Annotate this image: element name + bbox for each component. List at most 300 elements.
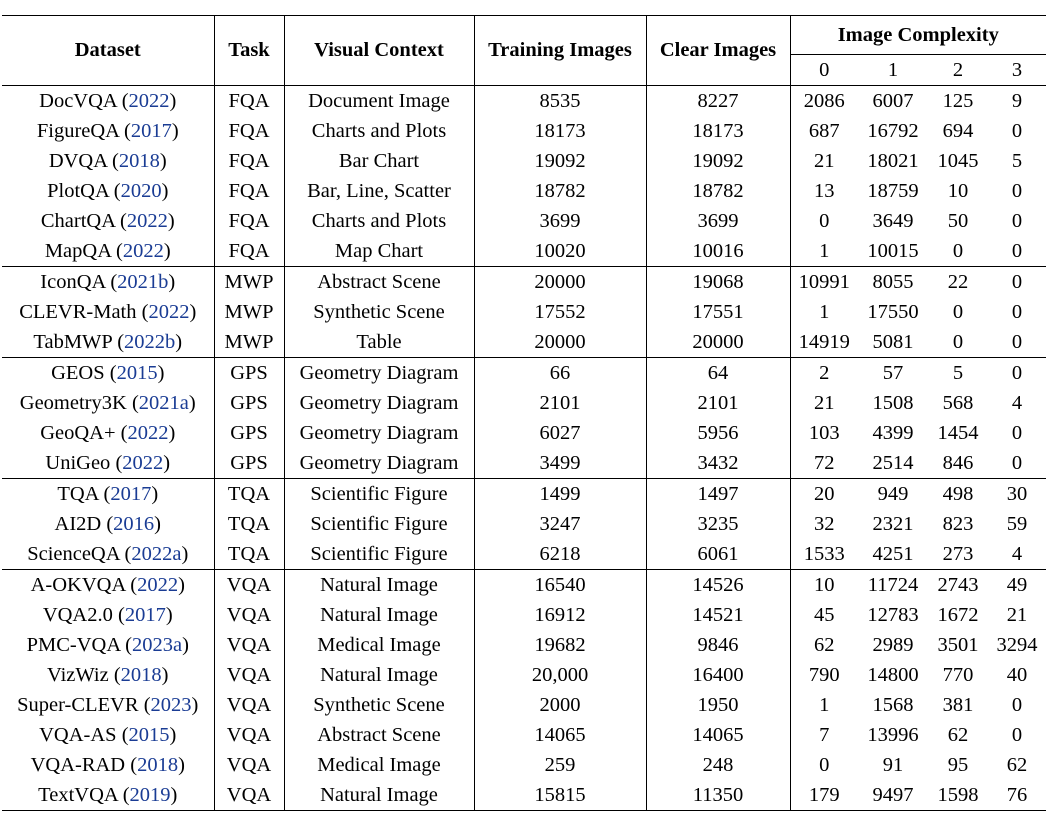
cell-dataset: PlotQA (2020) bbox=[2, 176, 214, 206]
header-complexity-2: 2 bbox=[952, 58, 964, 81]
table-body bbox=[2, 86, 1046, 811]
cell-dataset: A-OKVQA (2022) bbox=[2, 570, 214, 601]
dataset-name: UniGeo bbox=[45, 451, 111, 474]
cell-complexity-3: 4 bbox=[1011, 391, 1023, 414]
table-row bbox=[2, 479, 1046, 510]
citation-link[interactable]: 2022 bbox=[137, 573, 179, 596]
table-row bbox=[2, 297, 1046, 327]
dataset-name: A-OKVQA bbox=[30, 573, 126, 596]
cell-training-images: 19682 bbox=[474, 630, 646, 660]
cell-complexity-3: 0 bbox=[1011, 239, 1023, 262]
cell-complexity-2: 846 bbox=[942, 451, 974, 474]
cell-clear-images: 6061 bbox=[646, 539, 790, 570]
table-row bbox=[2, 358, 1046, 389]
cell-complexity-1: 6007 bbox=[858, 86, 928, 117]
cell-task: FQA bbox=[214, 176, 284, 206]
cell-complexity-1: 12783 bbox=[867, 603, 919, 626]
cell-dataset: DVQA (2018) bbox=[2, 146, 214, 176]
cell-complexity-3: 3294 bbox=[996, 633, 1038, 656]
cell-complexity-2: 568 bbox=[942, 391, 974, 414]
cell-visual-context: Bar, Line, Scatter bbox=[284, 176, 474, 206]
cell-clear-images: 20000 bbox=[646, 327, 790, 358]
cell-clear-images: 16400 bbox=[646, 660, 790, 690]
citation-link[interactable]: 2018 bbox=[137, 753, 179, 776]
citation-link[interactable]: 2015 bbox=[116, 361, 158, 384]
dataset-name: ScienceQA bbox=[27, 542, 120, 565]
cell-clear-images: 10016 bbox=[646, 236, 790, 267]
cell-complexity-1: 1508 bbox=[872, 391, 914, 414]
cell-clear-images: 248 bbox=[646, 750, 790, 780]
citation-link[interactable]: 2017 bbox=[130, 119, 172, 142]
dataset-name: VQA2.0 bbox=[42, 603, 113, 626]
cell-complexity-1: 16792 bbox=[867, 119, 919, 142]
cell-dataset: FigureQA (2017) bbox=[2, 116, 214, 146]
cell-visual-context: Charts and Plots bbox=[284, 206, 474, 236]
citation-link[interactable]: 2018 bbox=[120, 663, 162, 686]
cell-complexity-0: 32 bbox=[814, 512, 835, 535]
cell-complexity-2: 5 bbox=[928, 358, 988, 389]
citation-link[interactable]: 2022 bbox=[126, 209, 168, 232]
cell-clear-images: 14526 bbox=[646, 570, 790, 601]
citation-link[interactable]: 2022a bbox=[131, 542, 182, 565]
cell-task: MWP bbox=[214, 267, 284, 298]
cell-training-images: 6218 bbox=[474, 539, 646, 570]
cell-complexity-1: 9497 bbox=[858, 780, 928, 811]
cell-dataset: CLEVR-Math (2022) bbox=[2, 297, 214, 327]
cell-complexity-2: 50 bbox=[947, 209, 969, 232]
cell-visual-context: Geometry Diagram bbox=[284, 448, 474, 479]
cell-complexity-3: 0 bbox=[1011, 330, 1023, 353]
cell-complexity-1: 14800 bbox=[867, 663, 919, 686]
citation-link[interactable]: 2022 bbox=[122, 451, 164, 474]
cell-clear-images: 1950 bbox=[646, 690, 790, 720]
cell-task: TQA bbox=[214, 509, 284, 539]
cell-complexity-2: 1598 bbox=[928, 780, 988, 811]
cell-complexity-1: 11724 bbox=[858, 570, 928, 601]
cell-visual-context: Natural Image bbox=[284, 570, 474, 601]
cell-complexity-2: 498 bbox=[928, 479, 988, 510]
cell-complexity-1: 2321 bbox=[872, 512, 914, 535]
cell-complexity-0: 72 bbox=[814, 451, 835, 474]
cell-complexity-3: 0 bbox=[988, 358, 1046, 389]
cell-complexity-2: 95 bbox=[947, 753, 969, 776]
cell-clear-images: 2101 bbox=[646, 388, 790, 418]
cell-complexity-3: 62 bbox=[1006, 753, 1028, 776]
cell-complexity-2: 3501 bbox=[937, 633, 979, 656]
header-visual-context: Visual Context bbox=[284, 16, 474, 86]
dataset-statistics-table-container bbox=[2, 15, 1046, 811]
dataset-name: VQA-AS bbox=[39, 723, 117, 746]
cell-clear-images: 64 bbox=[646, 358, 790, 389]
cell-task: GPS bbox=[214, 448, 284, 479]
table-row bbox=[2, 176, 1046, 206]
cell-clear-images: 19092 bbox=[646, 146, 790, 176]
citation-link[interactable]: 2017 bbox=[110, 482, 152, 505]
cell-dataset: TextVQA (2019) bbox=[2, 780, 214, 811]
cell-clear-images: 1497 bbox=[646, 479, 790, 510]
dataset-name: VQA-RAD bbox=[30, 753, 126, 776]
cell-complexity-1: 3649 bbox=[872, 209, 914, 232]
header-complexity-3: 3 bbox=[1011, 58, 1023, 81]
dataset-name: Geometry3K bbox=[19, 391, 127, 414]
header-task: Task bbox=[214, 16, 284, 86]
cell-complexity-0: 179 bbox=[790, 780, 858, 811]
cell-training-images: 18173 bbox=[474, 116, 646, 146]
cell-dataset: GeoQA+ (2022) bbox=[2, 418, 214, 448]
cell-complexity-0: 20 bbox=[790, 479, 858, 510]
cell-task: FQA bbox=[214, 146, 284, 176]
cell-complexity-0: 2 bbox=[790, 358, 858, 389]
cell-complexity-1: 10015 bbox=[867, 239, 919, 262]
header-dataset: Dataset bbox=[2, 16, 214, 86]
table-row bbox=[2, 418, 1046, 448]
cell-dataset: VQA-RAD (2018) bbox=[2, 750, 214, 780]
table-row bbox=[2, 690, 1046, 720]
cell-visual-context: Medical Image bbox=[284, 750, 474, 780]
cell-visual-context: Charts and Plots bbox=[284, 116, 474, 146]
cell-visual-context: Document Image bbox=[284, 86, 474, 117]
cell-complexity-1: 5081 bbox=[872, 330, 914, 353]
cell-complexity-3: 5 bbox=[1011, 149, 1023, 172]
cell-dataset: Geometry3K (2021a) bbox=[2, 388, 214, 418]
cell-complexity-0: 103 bbox=[808, 421, 840, 444]
citation-link[interactable]: 2021a bbox=[138, 391, 189, 414]
cell-clear-images: 11350 bbox=[646, 780, 790, 811]
cell-complexity-2: 10 bbox=[947, 179, 969, 202]
cell-complexity-3: 0 bbox=[1011, 693, 1023, 716]
cell-complexity-3: 76 bbox=[988, 780, 1046, 811]
dataset-name: TQA bbox=[57, 482, 99, 505]
cell-clear-images: 9846 bbox=[646, 630, 790, 660]
cell-complexity-2: 22 bbox=[928, 267, 988, 298]
dataset-name: CLEVR-Math bbox=[19, 300, 137, 323]
cell-task: FQA bbox=[214, 86, 284, 117]
cell-task: GPS bbox=[214, 418, 284, 448]
table-row bbox=[2, 570, 1046, 601]
citation-link[interactable]: 2020 bbox=[120, 179, 162, 202]
cell-clear-images: 8227 bbox=[646, 86, 790, 117]
cell-task: VQA bbox=[214, 600, 284, 630]
cell-dataset: AI2D (2016) bbox=[2, 509, 214, 539]
header-image-complexity: Image Complexity bbox=[790, 16, 1046, 55]
cell-complexity-1: 2989 bbox=[872, 633, 914, 656]
cell-complexity-3: 4 bbox=[1011, 542, 1023, 565]
cell-training-images: 10020 bbox=[474, 236, 646, 267]
cell-training-images: 14065 bbox=[474, 720, 646, 750]
cell-complexity-2: 381 bbox=[942, 693, 974, 716]
cell-dataset: PMC-VQA (2023a) bbox=[2, 630, 214, 660]
cell-complexity-0: 1 bbox=[819, 693, 830, 716]
dataset-name: FigureQA bbox=[36, 119, 119, 142]
cell-complexity-3: 30 bbox=[988, 479, 1046, 510]
cell-training-images: 15815 bbox=[474, 780, 646, 811]
cell-complexity-3: 40 bbox=[1006, 663, 1028, 686]
cell-task: VQA bbox=[214, 750, 284, 780]
cell-complexity-3: 0 bbox=[1011, 300, 1023, 323]
cell-visual-context: Scientific Figure bbox=[284, 539, 474, 570]
dataset-name: DVQA bbox=[48, 149, 107, 172]
cell-task: VQA bbox=[214, 660, 284, 690]
cell-task: FQA bbox=[214, 116, 284, 146]
cell-training-images: 2101 bbox=[474, 388, 646, 418]
table-row bbox=[2, 206, 1046, 236]
cell-task: VQA bbox=[214, 720, 284, 750]
cell-dataset: TQA (2017) bbox=[2, 479, 214, 510]
cell-training-images: 3699 bbox=[474, 206, 646, 236]
cell-complexity-0: 0 bbox=[819, 209, 830, 232]
cell-complexity-0: 45 bbox=[814, 603, 835, 626]
header-training-images: Training Images bbox=[474, 16, 646, 86]
cell-visual-context: Synthetic Scene bbox=[284, 297, 474, 327]
cell-complexity-0: 10991 bbox=[790, 267, 858, 298]
citation-link[interactable]: 2022b bbox=[124, 330, 176, 353]
cell-complexity-0: 7 bbox=[819, 723, 830, 746]
citation-link[interactable]: 2021b bbox=[117, 270, 169, 293]
cell-complexity-0: 21 bbox=[814, 149, 835, 172]
cell-complexity-2: 1045 bbox=[937, 149, 979, 172]
dataset-statistics-table bbox=[2, 15, 1046, 811]
cell-training-images: 20000 bbox=[474, 267, 646, 298]
cell-complexity-2: 694 bbox=[942, 119, 974, 142]
table-row bbox=[2, 267, 1046, 298]
citation-link[interactable]: 2017 bbox=[124, 603, 166, 626]
cell-complexity-0: 14919 bbox=[798, 330, 850, 353]
citation-link[interactable]: 2018 bbox=[118, 149, 160, 172]
dataset-name: DocVQA bbox=[39, 89, 117, 112]
cell-complexity-3: 0 bbox=[1011, 179, 1023, 202]
cell-dataset: GEOS (2015) bbox=[2, 358, 214, 389]
cell-clear-images: 17551 bbox=[646, 297, 790, 327]
cell-visual-context: Natural Image bbox=[284, 600, 474, 630]
cell-clear-images: 14521 bbox=[646, 600, 790, 630]
cell-training-images: 259 bbox=[474, 750, 646, 780]
cell-clear-images: 19068 bbox=[646, 267, 790, 298]
cell-visual-context: Geometry Diagram bbox=[284, 388, 474, 418]
cell-training-images: 2000 bbox=[474, 690, 646, 720]
cell-dataset: VQA2.0 (2017) bbox=[2, 600, 214, 630]
cell-complexity-3: 0 bbox=[1011, 209, 1023, 232]
dataset-name: PMC-VQA bbox=[26, 633, 121, 656]
cell-training-images: 20000 bbox=[474, 327, 646, 358]
cell-complexity-3: 59 bbox=[1006, 512, 1028, 535]
header-complexity-1: 1 bbox=[887, 58, 899, 81]
cell-visual-context: Medical Image bbox=[284, 630, 474, 660]
cell-training-images: 1499 bbox=[474, 479, 646, 510]
cell-training-images: 3499 bbox=[474, 448, 646, 479]
cell-complexity-1: 2514 bbox=[872, 451, 914, 474]
table-row bbox=[2, 86, 1046, 117]
table-row bbox=[2, 327, 1046, 358]
cell-training-images: 8535 bbox=[474, 86, 646, 117]
dataset-name: ChartQA bbox=[40, 209, 115, 232]
table-row bbox=[2, 509, 1046, 539]
cell-dataset: VizWiz (2018) bbox=[2, 660, 214, 690]
cell-dataset: IconQA (2021b) bbox=[2, 267, 214, 298]
cell-task: VQA bbox=[214, 690, 284, 720]
table-row bbox=[2, 660, 1046, 690]
citation-link[interactable]: 2023a bbox=[131, 633, 183, 656]
cell-visual-context: Bar Chart bbox=[284, 146, 474, 176]
cell-training-images: 20,000 bbox=[474, 660, 646, 690]
header-clear-images: Clear Images bbox=[646, 16, 790, 86]
cell-complexity-0: 1533 bbox=[803, 542, 845, 565]
cell-complexity-2: 1672 bbox=[937, 603, 979, 626]
cell-complexity-1: 1568 bbox=[872, 693, 914, 716]
cell-complexity-2: 273 bbox=[942, 542, 974, 565]
dataset-name: TextVQA bbox=[38, 783, 118, 806]
cell-complexity-0: 1 bbox=[819, 239, 830, 262]
cell-task: VQA bbox=[214, 780, 284, 811]
cell-complexity-3: 0 bbox=[1011, 451, 1023, 474]
cell-dataset: DocVQA (2022) bbox=[2, 86, 214, 117]
cell-training-images: 18782 bbox=[474, 176, 646, 206]
cell-complexity-1: 91 bbox=[882, 753, 904, 776]
cell-task: MWP bbox=[214, 297, 284, 327]
citation-link[interactable]: 2022 bbox=[128, 89, 170, 112]
cell-complexity-0: 62 bbox=[814, 633, 835, 656]
cell-complexity-0: 1 bbox=[819, 300, 830, 323]
cell-training-images: 16912 bbox=[474, 600, 646, 630]
cell-complexity-3: 9 bbox=[988, 86, 1046, 117]
cell-complexity-1: 13996 bbox=[867, 723, 919, 746]
cell-complexity-3: 21 bbox=[1006, 603, 1028, 626]
dataset-name: IconQA bbox=[40, 270, 106, 293]
dataset-name: Super-CLEVR bbox=[17, 693, 139, 716]
cell-dataset: Super-CLEVR (2023) bbox=[2, 690, 214, 720]
table-row bbox=[2, 236, 1046, 267]
cell-complexity-3: 0 bbox=[1011, 723, 1023, 746]
cell-complexity-2: 1454 bbox=[937, 421, 979, 444]
cell-visual-context: Scientific Figure bbox=[284, 479, 474, 510]
cell-complexity-1: 18759 bbox=[867, 179, 919, 202]
cell-dataset: ScienceQA (2022a) bbox=[2, 539, 214, 570]
cell-visual-context: Scientific Figure bbox=[284, 509, 474, 539]
cell-dataset: UniGeo (2022) bbox=[2, 448, 214, 479]
cell-dataset: VQA-AS (2015) bbox=[2, 720, 214, 750]
cell-complexity-3: 0 bbox=[1011, 421, 1023, 444]
citation-link[interactable]: 2022 bbox=[122, 239, 164, 262]
cell-clear-images: 3235 bbox=[646, 509, 790, 539]
table-row bbox=[2, 720, 1046, 750]
cell-complexity-2: 2743 bbox=[928, 570, 988, 601]
citation-link[interactable]: 2019 bbox=[129, 783, 171, 806]
cell-complexity-1: 57 bbox=[858, 358, 928, 389]
table-row bbox=[2, 630, 1046, 660]
cell-training-images: 17552 bbox=[474, 297, 646, 327]
cell-task: TQA bbox=[214, 479, 284, 510]
cell-complexity-0: 2086 bbox=[790, 86, 858, 117]
cell-clear-images: 3699 bbox=[646, 206, 790, 236]
cell-task: FQA bbox=[214, 236, 284, 267]
cell-complexity-2: 823 bbox=[942, 512, 974, 535]
cell-complexity-3: 0 bbox=[1011, 119, 1023, 142]
table-row bbox=[2, 448, 1046, 479]
cell-complexity-0: 0 bbox=[819, 753, 830, 776]
cell-task: GPS bbox=[214, 358, 284, 389]
cell-visual-context: Geometry Diagram bbox=[284, 358, 474, 389]
cell-complexity-0: 687 bbox=[808, 119, 840, 142]
table-header bbox=[2, 16, 1046, 86]
cell-complexity-0: 13 bbox=[814, 179, 835, 202]
citation-link[interactable]: 2022 bbox=[127, 421, 169, 444]
cell-complexity-1: 8055 bbox=[858, 267, 928, 298]
cell-training-images: 3247 bbox=[474, 509, 646, 539]
cell-complexity-1: 949 bbox=[858, 479, 928, 510]
dataset-name: AI2D bbox=[54, 512, 102, 535]
cell-task: TQA bbox=[214, 539, 284, 570]
table-row bbox=[2, 388, 1046, 418]
dataset-name: GEOS bbox=[51, 361, 105, 384]
cell-clear-images: 18173 bbox=[646, 116, 790, 146]
table-row bbox=[2, 146, 1046, 176]
cell-complexity-2: 0 bbox=[952, 239, 964, 262]
cell-training-images: 6027 bbox=[474, 418, 646, 448]
cell-training-images: 19092 bbox=[474, 146, 646, 176]
cell-visual-context: Natural Image bbox=[284, 660, 474, 690]
cell-clear-images: 3432 bbox=[646, 448, 790, 479]
citation-link[interactable]: 2023 bbox=[150, 693, 192, 716]
cell-visual-context: Map Chart bbox=[284, 236, 474, 267]
cell-task: GPS bbox=[214, 388, 284, 418]
cell-clear-images: 5956 bbox=[646, 418, 790, 448]
cell-complexity-1: 4399 bbox=[872, 421, 914, 444]
cell-training-images: 16540 bbox=[474, 570, 646, 601]
cell-complexity-2: 770 bbox=[942, 663, 974, 686]
cell-task: MWP bbox=[214, 327, 284, 358]
cell-dataset: MapQA (2022) bbox=[2, 236, 214, 267]
table-row bbox=[2, 539, 1046, 570]
cell-complexity-3: 49 bbox=[988, 570, 1046, 601]
cell-clear-images: 14065 bbox=[646, 720, 790, 750]
cell-visual-context: Geometry Diagram bbox=[284, 418, 474, 448]
cell-visual-context: Natural Image bbox=[284, 780, 474, 811]
cell-task: FQA bbox=[214, 206, 284, 236]
cell-complexity-0: 790 bbox=[808, 663, 840, 686]
dataset-name: TabMWP bbox=[33, 330, 113, 353]
citation-link[interactable]: 2022 bbox=[148, 300, 190, 323]
cell-complexity-2: 0 bbox=[952, 300, 964, 323]
table-row bbox=[2, 600, 1046, 630]
dataset-name: VizWiz bbox=[47, 663, 109, 686]
cell-complexity-0: 21 bbox=[814, 391, 835, 414]
cell-complexity-1: 18021 bbox=[867, 149, 919, 172]
cell-dataset: ChartQA (2022) bbox=[2, 206, 214, 236]
cell-complexity-2: 0 bbox=[952, 330, 964, 353]
cell-task: VQA bbox=[214, 570, 284, 601]
cell-complexity-2: 62 bbox=[947, 723, 969, 746]
cell-complexity-0: 10 bbox=[790, 570, 858, 601]
dataset-name: PlotQA bbox=[47, 179, 109, 202]
cell-visual-context: Synthetic Scene bbox=[284, 690, 474, 720]
dataset-name: GeoQA+ bbox=[40, 421, 116, 444]
citation-link[interactable]: 2016 bbox=[113, 512, 155, 535]
cell-visual-context: Table bbox=[284, 327, 474, 358]
table-row bbox=[2, 116, 1046, 146]
cell-visual-context: Abstract Scene bbox=[284, 720, 474, 750]
cell-dataset: TabMWP (2022b) bbox=[2, 327, 214, 358]
header-complexity-0: 0 bbox=[819, 58, 830, 81]
cell-training-images: 66 bbox=[474, 358, 646, 389]
table-row bbox=[2, 780, 1046, 811]
cell-visual-context: Abstract Scene bbox=[284, 267, 474, 298]
cell-complexity-3: 0 bbox=[988, 267, 1046, 298]
cell-task: VQA bbox=[214, 630, 284, 660]
cell-complexity-1: 4251 bbox=[872, 542, 914, 565]
citation-link[interactable]: 2015 bbox=[128, 723, 170, 746]
cell-complexity-1: 17550 bbox=[867, 300, 919, 323]
cell-clear-images: 18782 bbox=[646, 176, 790, 206]
dataset-name: MapQA bbox=[44, 239, 111, 262]
